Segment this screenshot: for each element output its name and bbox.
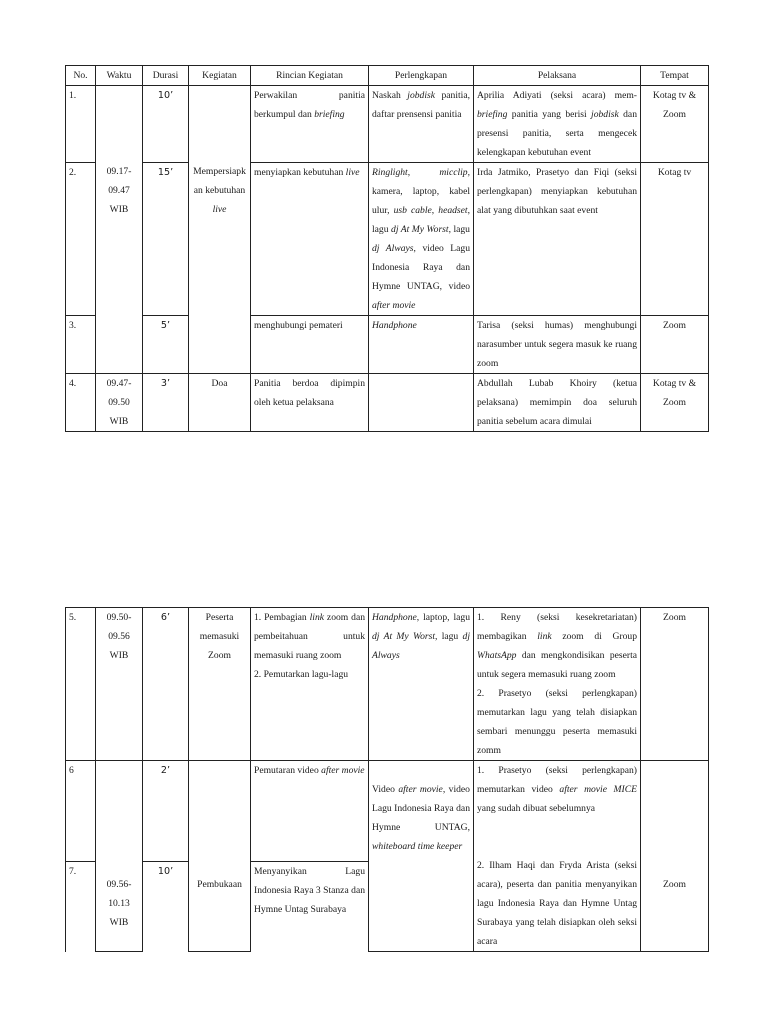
table-row — [66, 374, 709, 432]
cell-kegiatan: Peserta memasuki Zoom — [189, 608, 251, 761]
cell-durasi: 15’ — [143, 163, 189, 316]
cell-pelaksana: Abdullah Lubab Khoiry (ketua pelaksana) memimpin doa seluruh panitia sebelum acara dimulai — [474, 374, 641, 432]
cell-tempat: Kotag tv — [641, 163, 709, 316]
header-durasi: Durasi — [143, 66, 189, 86]
cell-perlengkapan: Naskah jobdisk panitia, daftar prensensi panitia — [369, 86, 474, 163]
table-row — [66, 761, 709, 862]
cell-waktu: 09.47-09.50 WIB — [96, 374, 143, 432]
cell-pelaksana: Aprilia Adiyati (seksi acara) mem-briefing panitia yang berisi jobdisk dan presensi panitia, serta mengecek kelengkapan kebutuhan event — [474, 86, 641, 163]
cell-waktu: 09.56-10.13 WIB — [96, 761, 143, 952]
cell-perlengkapan: Ringlight, micclip, kamera, laptop, kabel ulur, usb cable, headset, lagu dj At My Worst, lagu dj Always, video Lagu Indonesia Raya dan Hymne UNTAG, video after movie — [369, 163, 474, 316]
cell-rincian: Perwakilan panitia berkumpul dan briefing — [251, 86, 369, 163]
cell-rincian: Pemutaran video after movie — [251, 761, 369, 862]
cell-kegiatan: Mempersiapkan kebutuhan live — [189, 86, 251, 374]
cell-no: 1. — [66, 86, 96, 163]
cell-perlengkapan: Handphone — [369, 316, 474, 374]
cell-durasi: 10’ — [143, 86, 189, 163]
cell-no: 2. — [66, 163, 96, 316]
rundown-table-part-1 — [65, 65, 709, 432]
cell-perlengkapan: Video after movie, video Lagu Indonesia Raya dan Hymne UNTAG, whiteboard time keeper — [369, 761, 474, 952]
rundown-table-part-2 — [65, 607, 709, 952]
header-rincian: Rincian Kegiatan — [251, 66, 369, 86]
header-perlengkapan: Perlengkapan — [369, 66, 474, 86]
cell-pelaksana: 1. Prasetyo (seksi perlengkapan) memutarkan video after movie MICE yang sudah dibuat sebelumnya 2. Ilham Haqi dan Fryda Arista (seksi acara), peserta dan panitia menyanyikan lagu Indonesia Raya dan Hymne Untag Surabaya yang telah disiapkan oleh seksi acara — [474, 761, 641, 952]
header-pelaksana: Pelaksana — [474, 66, 641, 86]
header-no: No. — [66, 66, 96, 86]
cell-waktu: 09.17-09.47 WIB — [96, 86, 143, 374]
cell-rincian: Panitia berdoa dipimpin oleh ketua pelaksana — [251, 374, 369, 432]
cell-pelaksana: 1. Reny (seksi kesekretariatan) membagikan link zoom di Group WhatsApp dan mengkondisikan peserta untuk segera memasuki ruang zoom 2. Prasetyo (seksi perlengkapan) memutarkan lagu yang telah disiapkan sembari menunggu peserta memasuki zomm — [474, 608, 641, 761]
table-header-row — [66, 66, 709, 86]
cell-durasi: 10’ — [143, 861, 189, 952]
cell-perlengkapan: Handphone, laptop, lagu dj At My Worst, lagu dj Always — [369, 608, 474, 761]
cell-rincian: 1. Pembagian link zoom dan pembeitahuan untuk memasuki ruang zoom 2. Pemutarkan lagu-lagu — [251, 608, 369, 761]
cell-no: 7. — [66, 861, 96, 952]
cell-no: 6 — [66, 761, 96, 862]
table-row — [66, 608, 709, 761]
cell-tempat: Kotag tv & Zoom — [641, 86, 709, 163]
cell-perlengkapan — [369, 374, 474, 432]
cell-durasi: 2’ — [143, 761, 189, 862]
cell-kegiatan: Pembukaan — [189, 761, 251, 952]
cell-tempat: Zoom — [641, 316, 709, 374]
cell-waktu: 09.50-09.56 WIB — [96, 608, 143, 761]
header-kegiatan: Kegiatan — [189, 66, 251, 86]
table-row — [66, 86, 709, 163]
table-row — [66, 163, 709, 316]
table-row — [66, 316, 709, 374]
cell-durasi: 6’ — [143, 608, 189, 761]
cell-durasi: 5’ — [143, 316, 189, 374]
cell-tempat: Zoom — [641, 608, 709, 761]
cell-no: 5. — [66, 608, 96, 761]
cell-tempat: Kotag tv & Zoom — [641, 374, 709, 432]
cell-pelaksana: Irda Jatmiko, Prasetyo dan Fiqi (seksi perlengkapan) menyiapkan kebutuhan alat yang dibutuhkan saat event — [474, 163, 641, 316]
cell-kegiatan: Doa — [189, 374, 251, 432]
cell-durasi: 3’ — [143, 374, 189, 432]
cell-tempat: Zoom — [641, 761, 709, 952]
cell-no: 4. — [66, 374, 96, 432]
cell-rincian: menghubungi pemateri — [251, 316, 369, 374]
header-tempat: Tempat — [641, 66, 709, 86]
cell-no: 3. — [66, 316, 96, 374]
cell-rincian: Menyanyikan Lagu Indonesia Raya 3 Stanza dan Hymne Untag Surabaya — [251, 861, 369, 952]
cell-rincian: menyiapkan kebutuhan live — [251, 163, 369, 316]
header-waktu: Waktu — [96, 66, 143, 86]
cell-pelaksana: Tarisa (seksi humas) menghubungi narasumber untuk segera masuk ke ruang zoom — [474, 316, 641, 374]
